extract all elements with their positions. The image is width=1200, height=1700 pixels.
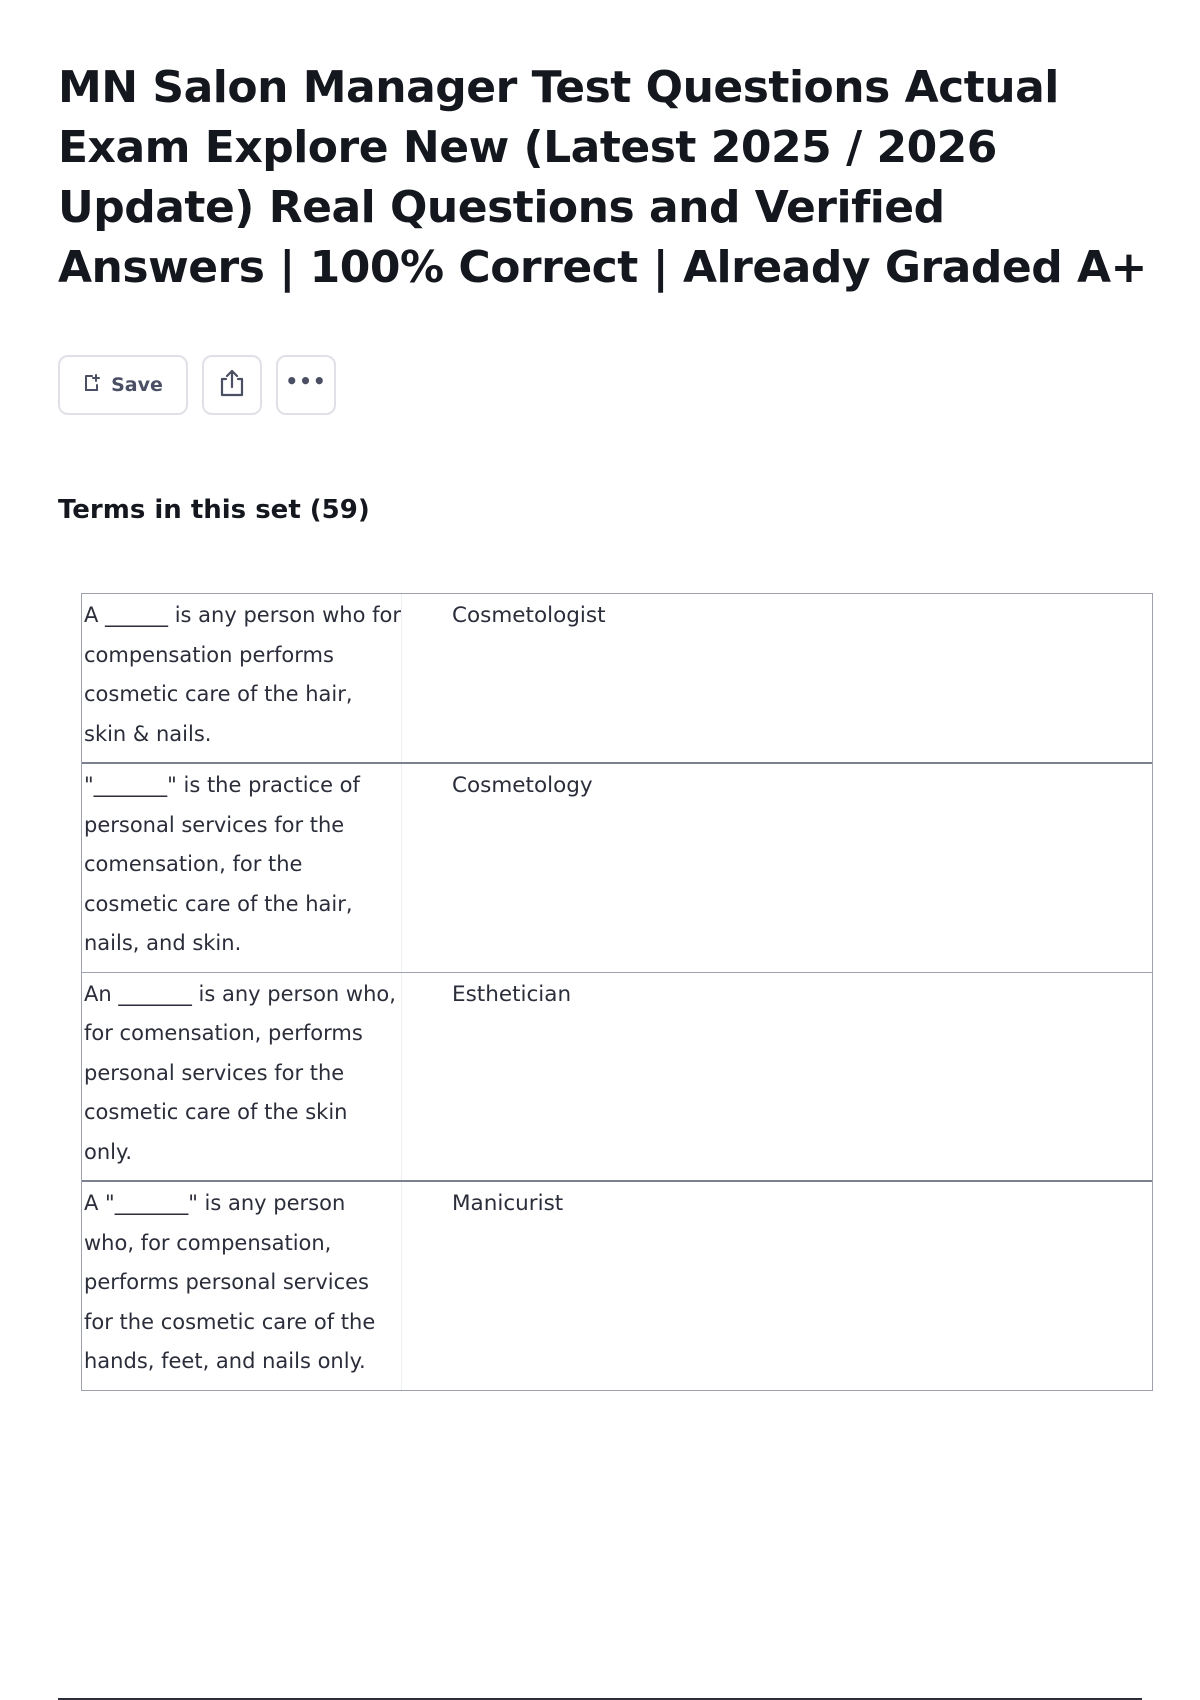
more-button[interactable] — [276, 355, 336, 415]
share-button[interactable] — [202, 355, 262, 415]
term-text: "_______" is the practice of personal services for the comensation, for the cosmetic care of the hair, nails, and skin. — [82, 764, 402, 972]
share-icon — [218, 368, 246, 402]
bookmark-plus-icon — [83, 374, 101, 396]
page-title: MN Salon Manager Test Questions Actual Exam Explore New (Latest 2025 / 2026 Update) Real Questions and Verified Answers | 100% Correct | Already Graded A+ — [58, 62, 1147, 293]
terms-heading: Terms in this set (59) — [58, 495, 370, 525]
term-text: A "_______" is any person who, for compensation, performs personal services for the cosmetic care of the hands, feet, and nails only. — [82, 1182, 402, 1390]
more-icon: ••• — [285, 369, 327, 393]
definition-text: Cosmetology — [452, 773, 593, 798]
table-row — [82, 762, 1152, 972]
terms-table — [81, 593, 1153, 1391]
table-row — [82, 594, 1152, 762]
definition-text: Esthetician — [452, 981, 572, 1007]
definition-text: Cosmetologist — [452, 603, 606, 628]
term-text: A ______ is any person who for compensation performs cosmetic care of the hair, skin & nails. — [82, 594, 402, 762]
toolbar — [58, 355, 336, 415]
save-label: Save — [111, 374, 163, 396]
table-row — [82, 972, 1152, 1181]
term-text: An _______ is any person who, for comensation, performs personal services for the cosmetic care of the skin only. — [82, 973, 402, 1181]
table-row — [82, 1180, 1152, 1390]
save-button[interactable] — [58, 355, 188, 415]
definition-text: Manicurist — [452, 1191, 564, 1216]
